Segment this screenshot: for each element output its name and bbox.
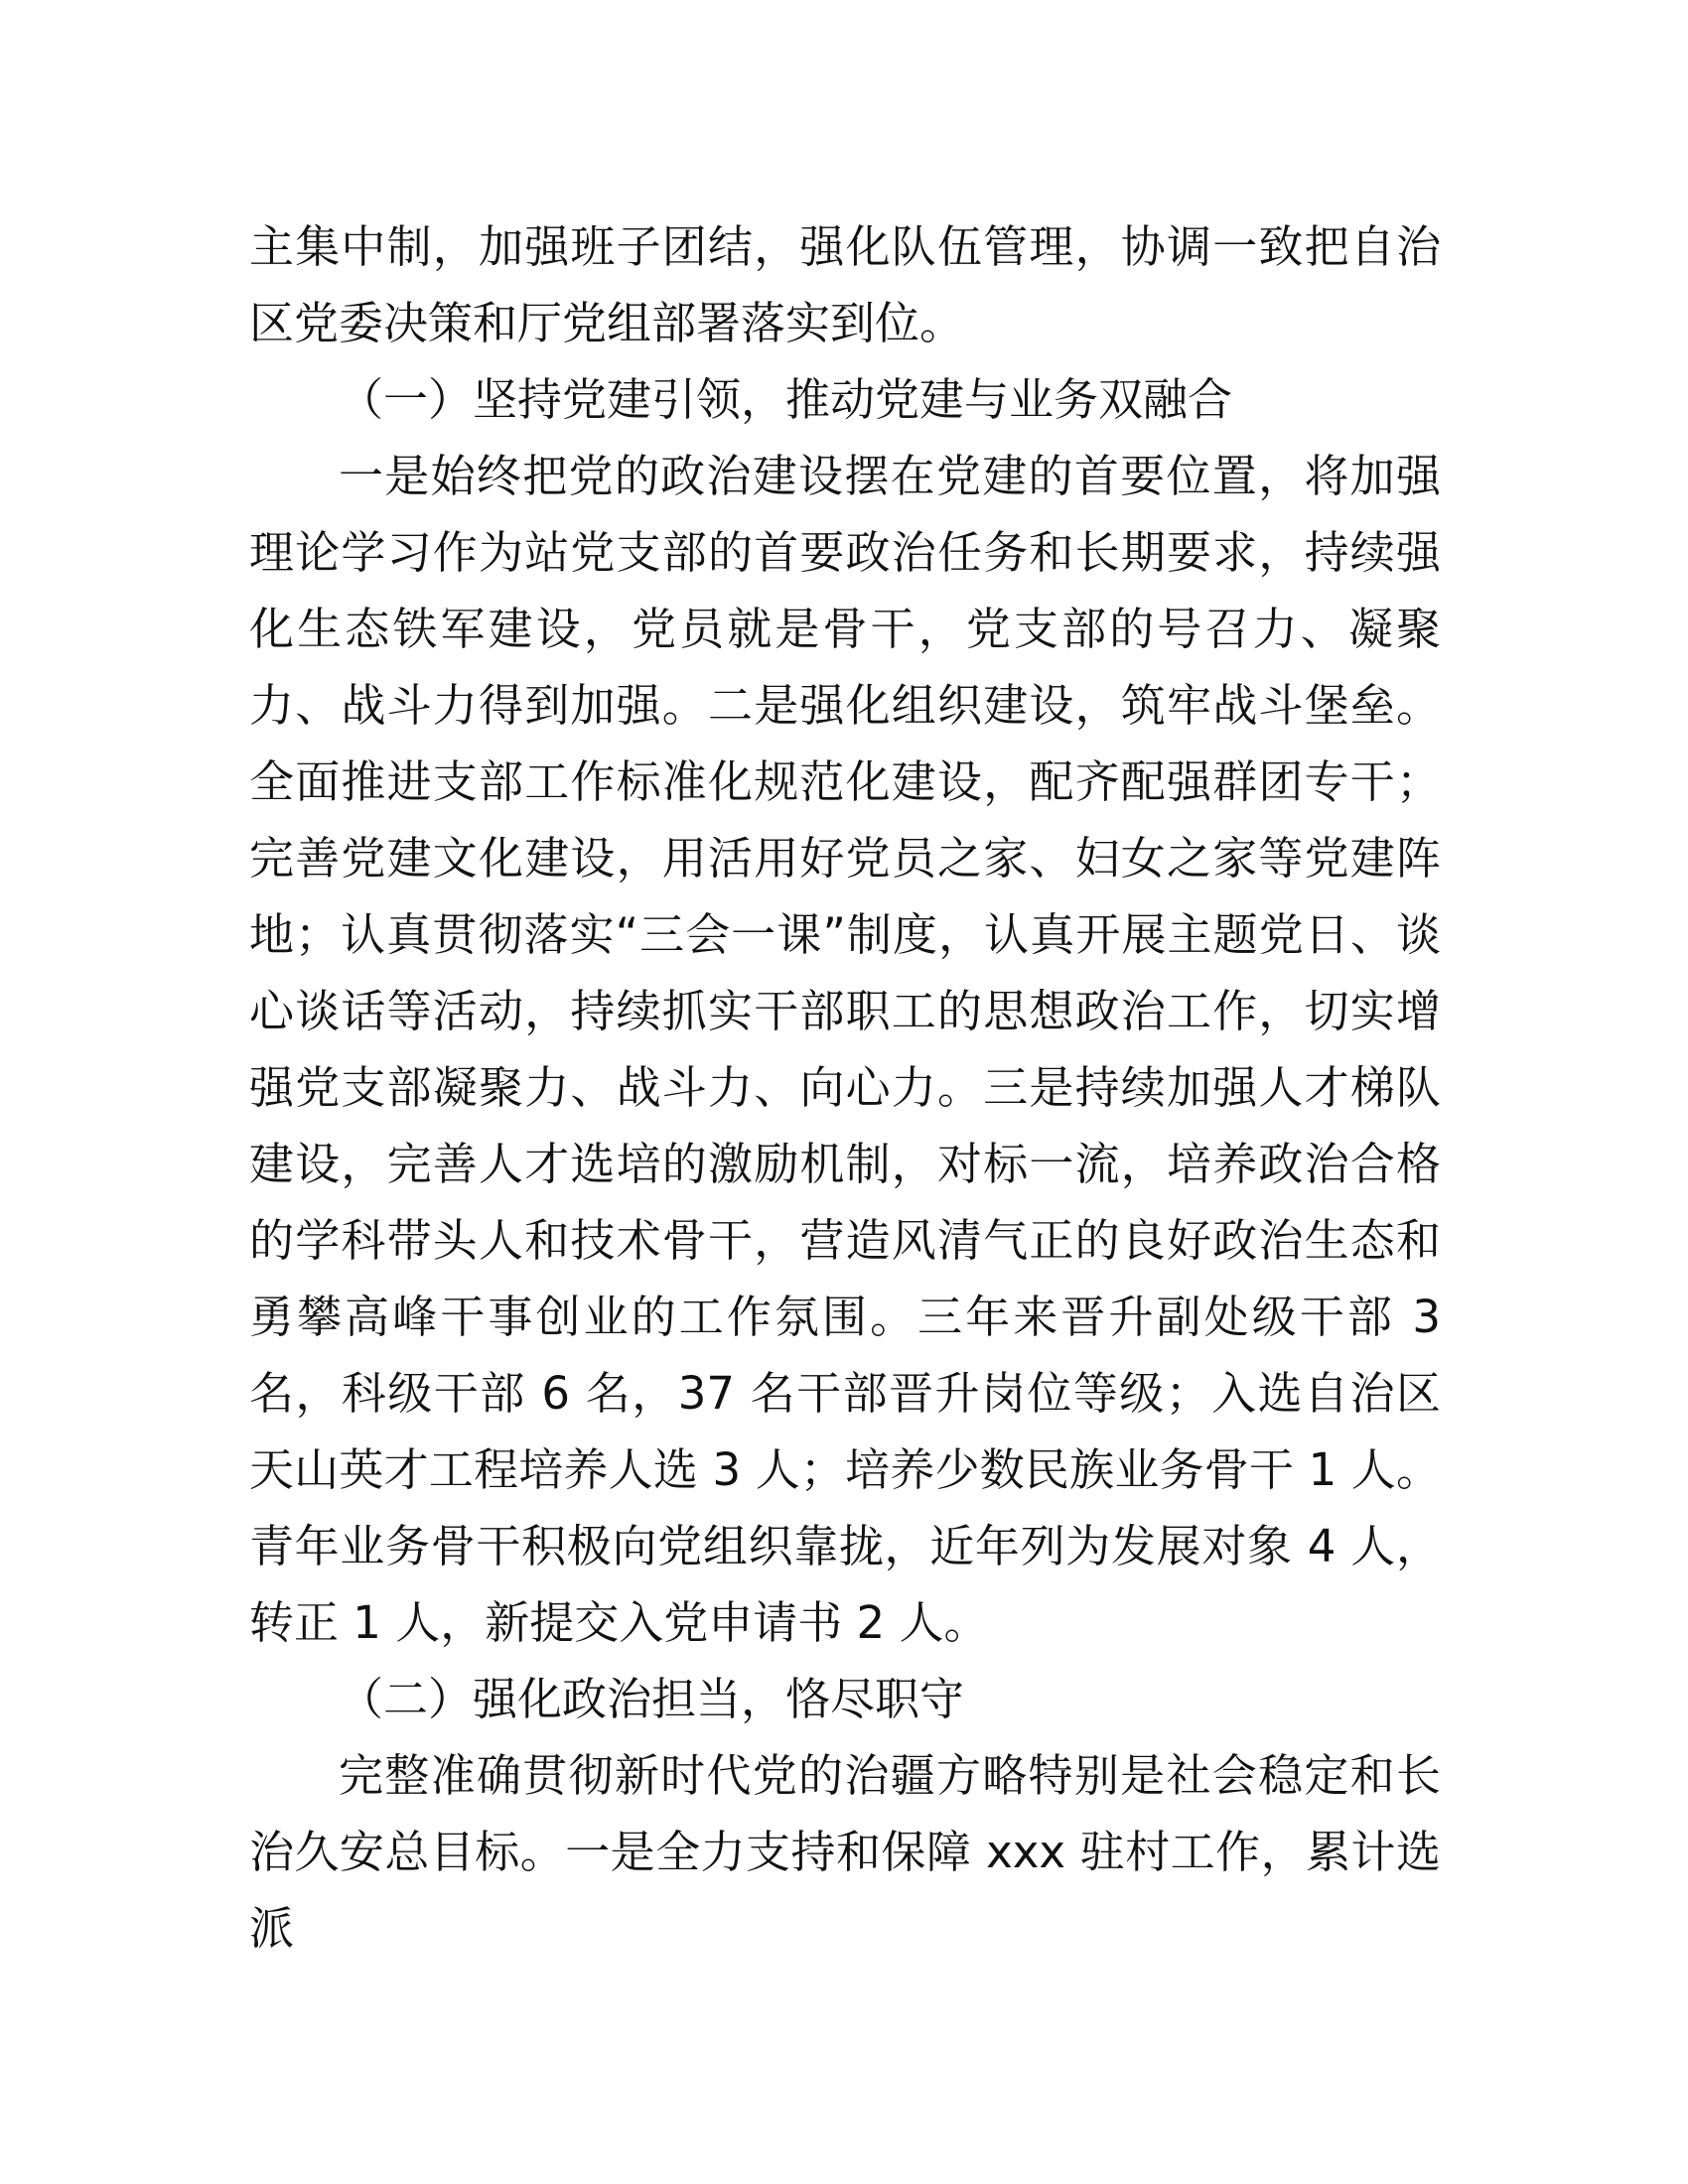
body-paragraph-2: 完整准确贯彻新时代党的治疆方略特别是社会稳定和长治久安总目标。一是全力支持和保障 xxx 驻村工作，累计选派 xyxy=(249,1749,1441,1955)
section-heading-2: （二）强化政治担当，恪尽职守 xyxy=(339,1673,965,1725)
body-paragraph-1: 一是始终把党的政治建设摆在党建的首要位置，将加强理论学习作为站党支部的首要政治任务和长期要求，持续强化生态铁军建设，党员就是骨干，党支部的号召力、凝聚力、战斗力得到加强。二是强化组织建设，筑牢战斗堡垒。全面推进支部工作标准化规范化建设，配齐配强群团专干；完善党建文化建设，用活用好党员之家、妇女之家等党建阵地；认真贯彻落实“三会一课”制度，认真开展主题党日、谈心谈话等活动，持续抓实干部职工的思想政治工作，切实增强党支部凝聚力、战斗力、向心力。三是持续加强人才梯队建设，完善人才选培的激励机制，对标一流，培养政治合格的学科带头人和技术骨干，营造风清气正的良好政治生态和勇攀高峰干事创业的工作氛围。三年来晋升副处级干部 3 名，科级干部 6 名，37 名干部晋升岗位等级；入选自治区天山英才工程培养人选 3 人；培养少数民族业务骨干 1 人。青年业务骨干积极向党组织靠拢，近年列为发展对象 4 人，转正 1 人，新提交入党申请书 2 人。 xyxy=(249,450,1441,1649)
section-heading-1: （一）坚持党建引领，推动党建与业务双融合 xyxy=(339,373,1233,426)
document-body xyxy=(249,208,1441,1967)
continuation-paragraph: 主集中制，加强班子团结，强化队伍管理，协调一致把自治区党委决策和厅党组部署落实到位。 xyxy=(249,220,1441,349)
